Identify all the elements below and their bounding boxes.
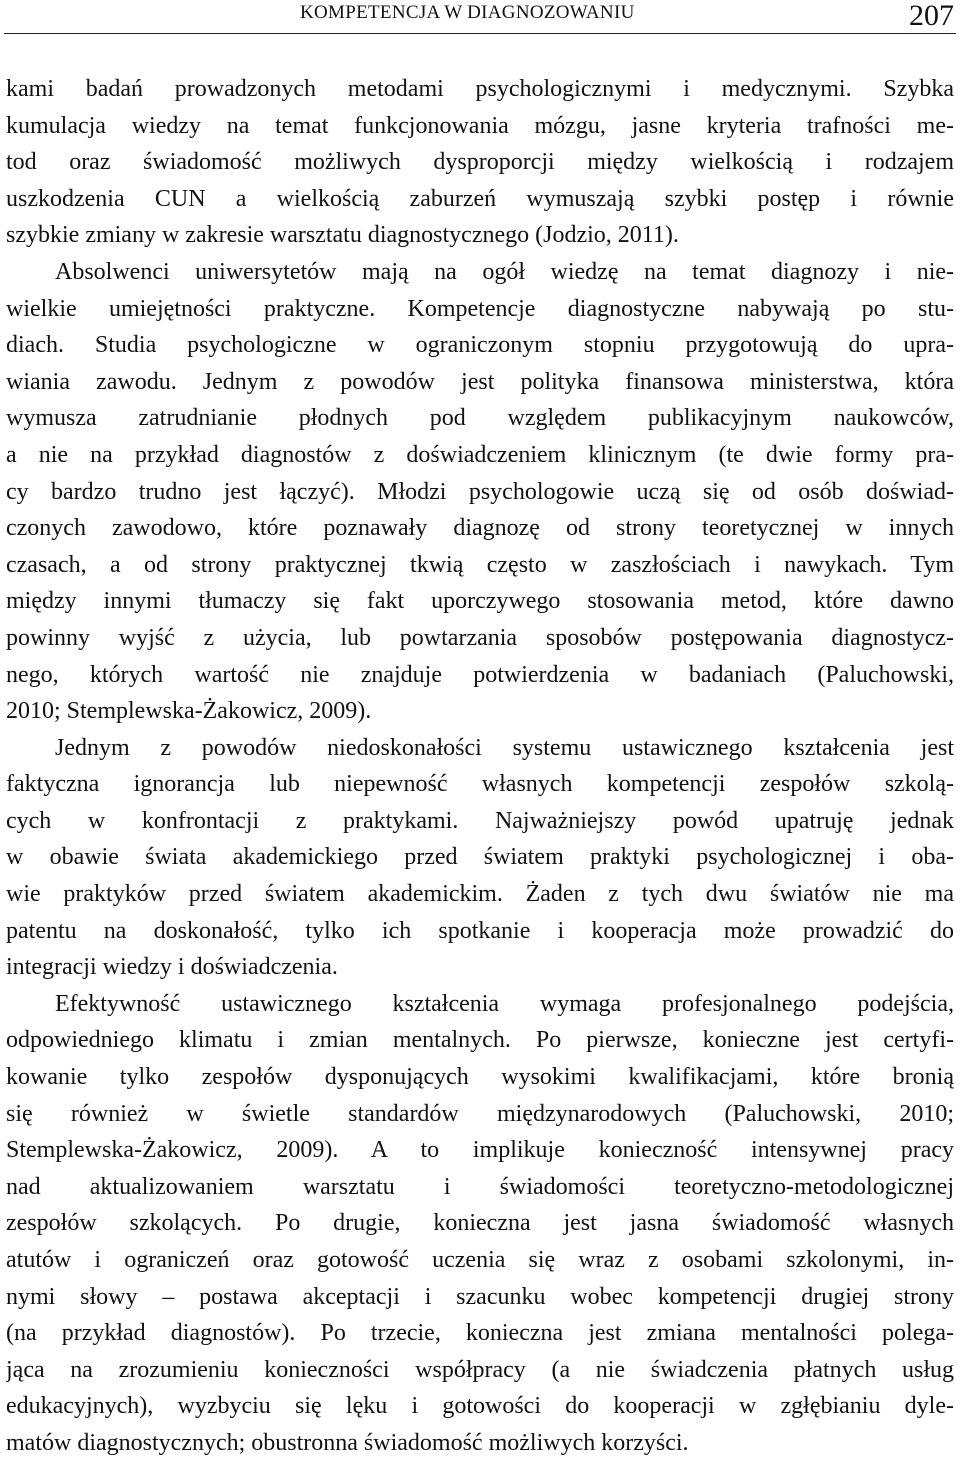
text-line: matów diagnostycznych; obustronna świadomość możliwych korzyści. [6,1429,689,1456]
text-line: edukacyjnych), wyzbyciu się lęku i gotowości do kooperacji w zgłębianiu dyle- [6,1393,954,1420]
text-line: kami badań prowadzonych metodami psychologicznymi i medycznymi. Szybka [6,76,954,102]
text-line: Efektywność ustawicznego kształcenia wymaga profesjonalnego podejścia, [55,990,954,1017]
text-line: wie praktyków przed światem akademickim. Żaden z tych dwu światów nie ma [6,881,954,908]
text-line: kumulacja wiedzy na temat funkcjonowania mózgu, jasne kryteria trafności me- [6,112,954,139]
text-line: się również w świetle standardów międzynarodowych (Paluchowski, 2010; [6,1100,954,1127]
text-line: nymi słowy – postawa akceptacji i szacunku wobec kompetencji drugiej strony [6,1283,954,1310]
text-line: diach. Studia psychologiczne w ograniczonym stopniu przygotowują do upra- [6,332,954,359]
text-line: nego, których wartość nie znajduje potwierdzenia w badaniach (Paluchowski, [6,661,954,688]
text-line: cych w konfrontacji z praktykami. Najważniejszy powód upatruję jednak [6,807,954,834]
text-line: nad aktualizowaniem warsztatu i świadomości teoretyczno-metodologicznej [6,1173,954,1200]
text-line: integracji wiedzy i doświadczenia. [6,954,338,981]
text-line: wiania zawodu. Jednym z powodów jest polityka finansowa ministerstwa, która [6,368,954,395]
text-line: jąca na zrozumieniu konieczności współpracy (a nie świadczenia płatnych usług [6,1356,954,1383]
text-line: Stemplewska-Żakowicz, 2009). A to implikuje konieczność intensywnej pracy [6,1137,954,1164]
text-line: cy bardzo trudno jest łączyć). Młodzi psychologowie uczą się od osób doświad- [6,478,954,505]
text-line: powinny wyjść z użycia, lub powtarzania sposobów postępowania diagnostycz- [6,624,954,651]
text-line: wielkie umiejętności praktyczne. Kompetencje diagnostyczne nabywają po stu- [6,295,954,322]
text-line: czonych zawodowo, które poznawały diagnozę od strony teoretycznej w innych [6,515,954,542]
text-line: a nie na przykład diagnostów z doświadczeniem klinicznym (te dwie formy pra- [6,441,954,468]
text-line: 2010; Stemplewska-Żakowicz, 2009). [6,698,372,725]
text-line: Absolwenci uniwersytetów mają na ogół wiedzę na temat diagnozy i nie- [55,258,954,285]
text-line: uszkodzenia CUN a wielkością zaburzeń wymuszają szybki postęp i równie [6,185,954,212]
text-line: atutów i ograniczeń oraz gotowość uczenia się wraz z osobami szkolonymi, in- [6,1247,954,1273]
text-line: wymusza zatrudnianie płodnych pod względem publikacyjnym naukowców, [6,405,954,432]
text-line: między innymi tłumaczy się fakt uporczywego stosowania metod, które dawno [6,588,954,615]
text-line: w obawie świata akademickiego przed światem praktyki psychologicznej i oba- [6,844,954,871]
text-line: czasach, a od strony praktycznej tkwią często w zaszłościach i nawykach. Tym [6,551,954,578]
text-line: Jednym z powodów niedoskonałości systemu ustawicznego kształcenia jest [55,734,954,761]
header-rule [4,33,956,34]
running-title: KOMPETENCJA W DIAGNOZOWANIU [300,2,635,23]
text-line: patentu na doskonałość, tylko ich spotkanie i kooperacja może prowadzić do [6,917,954,944]
text-line: szybkie zmiany w zakresie warsztatu diagnostycznego (Jodzio, 2011). [6,222,679,249]
page-number: 207 [909,0,954,32]
page-header [0,0,960,36]
body-text [6,71,954,1462]
text-line: kowanie tylko zespołów dysponujących wysokimi kwalifikacjami, które bronią [6,1064,954,1091]
text-line: faktyczna ignorancja lub niepewność własnych kompetencji zespołów szkolą- [6,771,954,798]
text-line: tod oraz świadomość możliwych dysproporcji między wielkością i rodzajem [6,149,954,176]
text-line: zespołów szkolących. Po drugie, konieczna jest jasna świadomość własnych [6,1210,954,1237]
text-line: (na przykład diagnostów). Po trzecie, konieczna jest zmiana mentalności polega- [6,1320,954,1347]
text-line: odpowiedniego klimatu i zmian mentalnych. Po pierwsze, konieczne jest certyfi- [6,1027,954,1054]
